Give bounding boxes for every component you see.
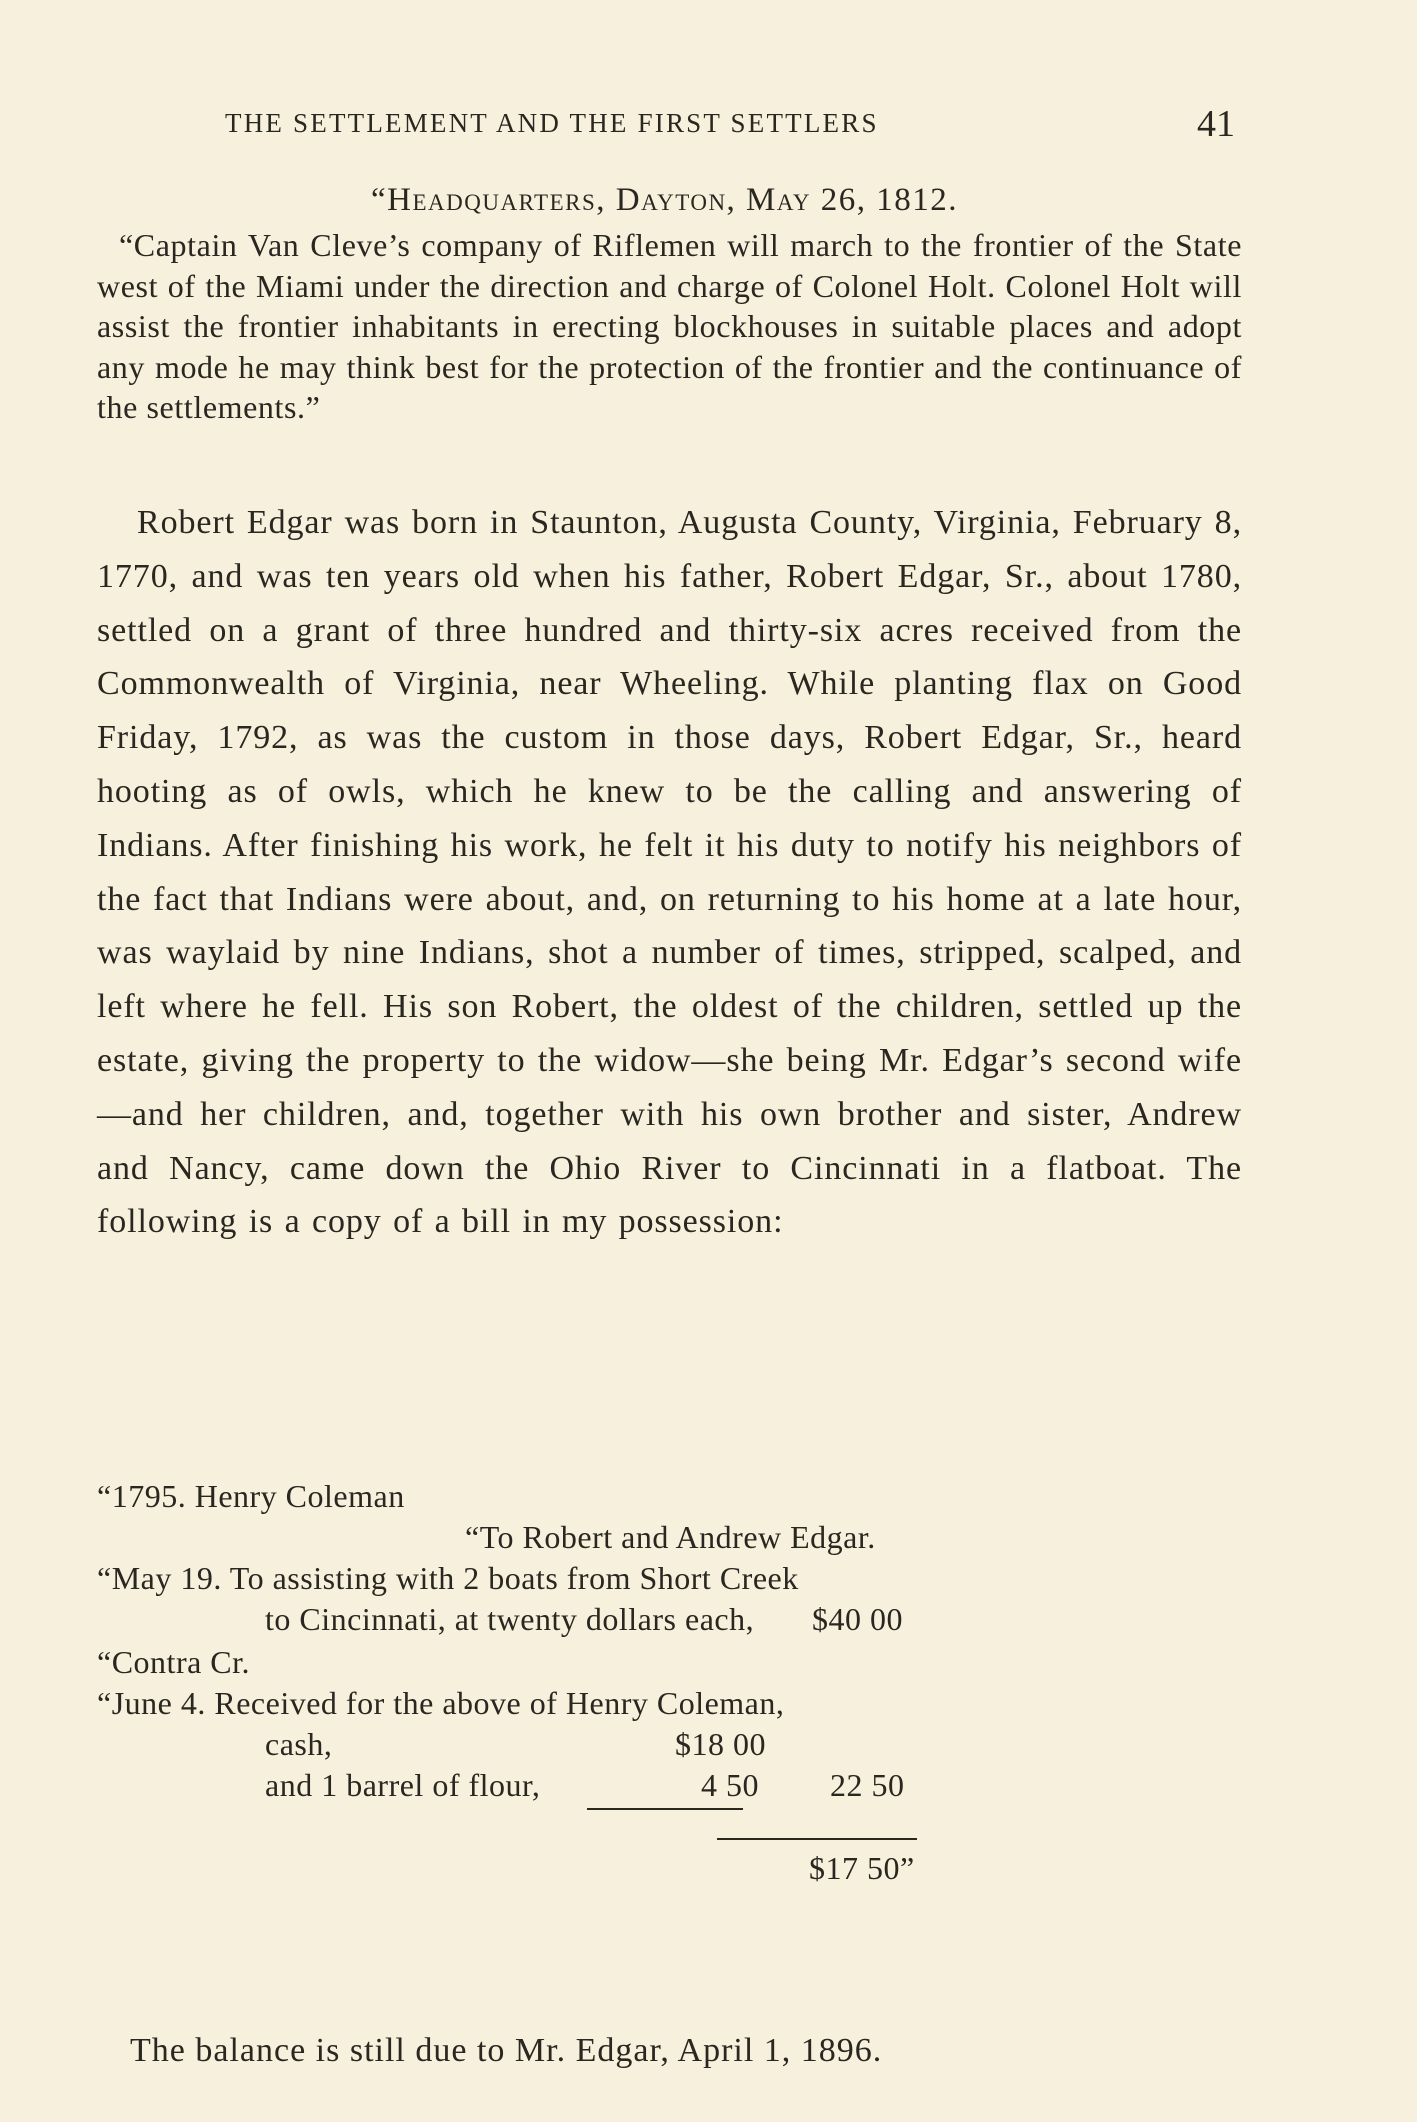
bill-line-flour: and 1 barrel of flour, <box>265 1767 541 1803</box>
quoted-order: “Captain Van Cleve’s company of Riflemen will march to the frontier of the State west of the Miami under the direction and charge of Colonel Holt. Colonel Holt will assist the frontier inhabitants in erecting blockhouses in suitable places and adopt any mode he may think best for the protection of the frontier and the continuance of the settlements.” <box>97 227 1242 425</box>
page-number: 41 <box>1197 103 1235 145</box>
quote-dateline: “Headquarters, Dayton, May 26, 1812. <box>371 182 959 218</box>
bill-line-payee: “To Robert and Andrew Edgar. <box>465 1519 876 1555</box>
bill-line-item-cont: to Cincinnati, at twenty dollars each, <box>265 1601 755 1637</box>
running-head-title: THE SETTLEMENT AND THE FIRST SETTLERS <box>225 108 879 138</box>
bill-amount-charge: $40 00 <box>812 1601 903 1637</box>
bill-line-cash: cash, <box>265 1726 333 1762</box>
bill-line-item: “May 19. To assisting with 2 boats from Short Creek <box>97 1560 799 1596</box>
closing-line: The balance is still due to Mr. Edgar, April 1, 1896. <box>130 2032 883 2069</box>
bill-amount-credit-total: 22 50 <box>830 1767 905 1803</box>
bill-rule-subtotal <box>587 1808 743 1810</box>
running-head <box>225 103 1235 148</box>
bill-balance: $17 50” <box>809 1850 915 1886</box>
bill-amount-cash: $18 00 <box>675 1726 766 1762</box>
bill-rule-total <box>717 1838 917 1840</box>
body-paragraph: Robert Edgar was born in Staunton, Augusta County, Virginia, February 8, 1770, and was ten years old when his father, Robert Edgar, Sr., about 1780, settled on a grant of three hundred and thirty-six acres received from the Commonwealth of Virginia, near Wheeling. While planting flax on Good Friday, 1792, as was the custom in those days, Robert Edgar, Sr., heard hooting as of owls, which he knew to be the calling and answering of Indians. After finishing his work, he felt it his duty to notify his neighbors of the fact that Indians were about, and, on returning to his home at a late hour, was waylaid by nine Indians, shot a number of times, stripped, scalped, and left where he fell. His son Robert, the oldest of the children, settled up the estate, giving the property to the widow—she being Mr. Edgar’s second wife—and her children, and, together with his own brother and sister, Andrew and Nancy, came down the Ohio River to Cincinnati in a flatboat. The following is a copy of a bill in my possession: <box>97 504 1242 1241</box>
bill-amount-flour: 4 50 <box>701 1767 759 1803</box>
bill-line-heading: “1795. Henry Coleman <box>97 1478 405 1514</box>
bill-line-received: “June 4. Received for the above of Henry Coleman, <box>97 1685 785 1721</box>
bill-line-contra: “Contra Cr. <box>97 1644 251 1680</box>
